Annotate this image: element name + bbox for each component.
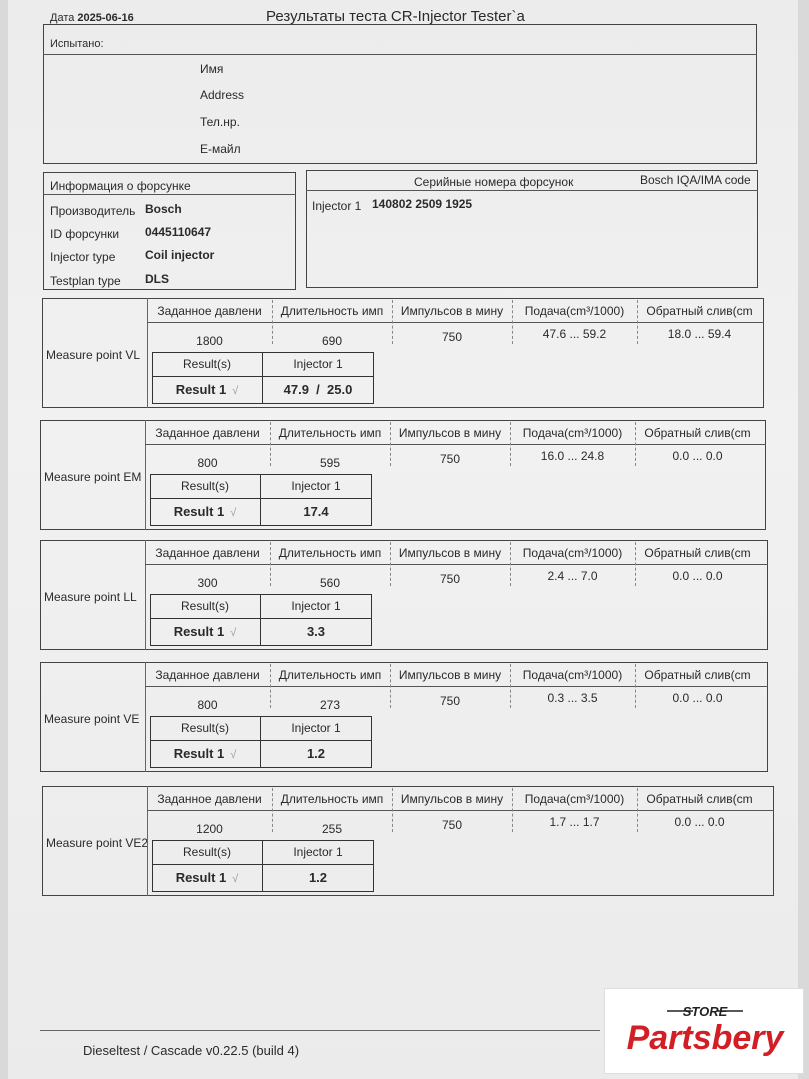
column-header: Импульсов в мину	[400, 792, 504, 806]
info-value-manufacturer: Bosch	[145, 202, 182, 216]
footer-software: Dieseltest / Cascade v0.22.5 (build 4)	[83, 1043, 300, 1058]
result-row-label	[152, 382, 262, 397]
serials-code-title: Bosch IQA/IMA code	[640, 173, 751, 187]
column-header: Обратный слив(cm	[644, 426, 751, 440]
result-header-results: Result(s)	[182, 357, 231, 371]
result-header-injector: Injector 1	[291, 479, 341, 493]
check-icon: √	[230, 627, 237, 639]
info-label-type: Injector type	[50, 250, 116, 264]
column-header: Длительность имп	[280, 792, 384, 806]
result-header-injector: Injector 1	[291, 721, 341, 735]
result-value: 1.2	[308, 870, 328, 885]
column-value: 560	[319, 576, 341, 590]
injector-info-title: Информация о форсунке	[50, 179, 191, 193]
logo-brand-text: Partsbery	[626, 1019, 784, 1057]
column-value: 750	[439, 452, 461, 466]
tested-field-name: Имя	[200, 62, 224, 76]
result-header-results: Result(s)	[180, 599, 229, 613]
column-value: 300	[197, 576, 218, 590]
column-header: Подача(cm³/1000)	[522, 546, 623, 560]
column-value: 595	[319, 456, 341, 470]
column-header: Обратный слив(cm	[646, 304, 753, 318]
column-header: Подача(cm³/1000)	[524, 792, 625, 806]
column-value: 750	[441, 330, 463, 344]
info-value-testplan: DLS	[145, 272, 169, 286]
logo-store-text: STORE	[682, 1004, 728, 1019]
result-value: 3.3	[306, 624, 326, 639]
column-header: Импульсов в мину	[400, 304, 504, 318]
tested-field-email: E-майл	[200, 142, 241, 156]
info-label-manufacturer: Производитель	[50, 204, 136, 218]
result-header-results: Result(s)	[182, 845, 231, 859]
column-value: 800	[197, 698, 218, 712]
column-value: 0.0 ... 0.0	[672, 569, 723, 583]
result-header-results: Result(s)	[180, 721, 229, 735]
column-value: 800	[197, 456, 218, 470]
column-value: 1.7 ... 1.7	[549, 815, 600, 829]
result-header-injector: Injector 1	[291, 599, 341, 613]
column-header: Обратный слив(cm	[644, 668, 751, 682]
info-value-type: Coil injector	[145, 248, 215, 262]
column-value: 0.0 ... 0.0	[674, 815, 725, 829]
result-header-results: Result(s)	[180, 479, 229, 493]
column-header: Длительность имп	[278, 426, 382, 440]
column-value: 750	[439, 694, 461, 708]
measure-point-name: Measure point EM	[44, 470, 142, 484]
column-value: 16.0 ... 24.8	[540, 449, 605, 463]
result-row-text: Result 1	[173, 504, 225, 519]
page-title: Результаты теста CR-Injector Tester`a	[266, 8, 525, 25]
serials-injector-value: 140802 2509 1925	[372, 197, 473, 211]
result-row-text: Result 1	[173, 624, 225, 639]
column-value: 47.6 ... 59.2	[542, 327, 607, 341]
result-row-label	[150, 746, 260, 761]
measure-point-name: Measure point LL	[44, 590, 137, 604]
column-header: Обратный слив(cm	[644, 546, 751, 560]
tested-box	[43, 24, 757, 164]
column-header: Обратный слив(cm	[646, 792, 753, 806]
serials-title: Серийные номера форсунок	[414, 175, 574, 189]
column-header: Импульсов в мину	[398, 668, 502, 682]
column-header: Подача(cm³/1000)	[522, 426, 623, 440]
check-icon: √	[232, 873, 239, 885]
column-header: Длительность имп	[280, 304, 384, 318]
check-icon: √	[230, 749, 237, 761]
column-value: 18.0 ... 59.4	[667, 327, 732, 341]
column-value: 1200	[196, 822, 223, 836]
column-header: Импульсов в мину	[398, 546, 502, 560]
serials-injector-label: Injector 1	[312, 199, 362, 213]
date-line	[50, 12, 134, 24]
column-value: 1800	[196, 334, 223, 348]
result-header-injector: Injector 1	[293, 845, 343, 859]
check-icon: √	[230, 507, 237, 519]
column-value: 0.0 ... 0.0	[672, 691, 723, 705]
column-value: 690	[321, 334, 343, 348]
column-header: Подача(cm³/1000)	[524, 304, 625, 318]
result-row-label	[150, 504, 260, 519]
measure-point-name: Measure point VL	[46, 348, 141, 362]
partsbery-logo	[604, 988, 804, 1074]
result-row-label	[152, 870, 262, 885]
info-label-testplan: Testplan type	[50, 274, 121, 288]
result-row-text: Result 1	[175, 870, 227, 885]
column-value: 750	[441, 818, 463, 832]
column-value: 750	[439, 572, 461, 586]
result-value: 1.2	[306, 746, 326, 761]
column-header: Длительность имп	[278, 546, 382, 560]
column-header: Заданное давлени	[155, 546, 260, 560]
column-header: Заданное давлени	[155, 668, 260, 682]
date-label: Дата	[50, 12, 75, 24]
column-header: Заданное давлени	[157, 304, 262, 318]
result-header-injector: Injector 1	[293, 357, 343, 371]
column-value: 255	[321, 822, 343, 836]
result-row-text: Result 1	[175, 382, 227, 397]
measure-point-name: Measure point VE2	[46, 836, 149, 850]
result-value: 17.4	[303, 504, 329, 519]
column-value: 0.0 ... 0.0	[672, 449, 723, 463]
date-value: 2025-06-16	[77, 12, 134, 24]
column-value: 2.4 ... 7.0	[547, 569, 598, 583]
column-header: Импульсов в мину	[398, 426, 502, 440]
result-value: 47.9 / 25.0	[283, 382, 353, 397]
tested-field-address: Address	[200, 88, 245, 102]
column-header: Заданное давлени	[155, 426, 260, 440]
check-icon: √	[232, 385, 239, 397]
result-row-text: Result 1	[173, 746, 225, 761]
column-header: Заданное давлени	[157, 792, 262, 806]
tested-field-phone: Тел.нр.	[200, 115, 240, 129]
column-header: Подача(cm³/1000)	[522, 668, 623, 682]
column-value: 273	[319, 698, 341, 712]
measure-point-name: Measure point VE	[44, 712, 140, 726]
column-header: Длительность имп	[278, 668, 382, 682]
info-value-id: 0445110647	[145, 225, 212, 239]
info-label-id: ID форсунки	[50, 227, 120, 241]
result-row-label	[150, 624, 260, 639]
tested-label: Испытано:	[50, 38, 104, 50]
column-value: 0.3 ... 3.5	[547, 691, 598, 705]
